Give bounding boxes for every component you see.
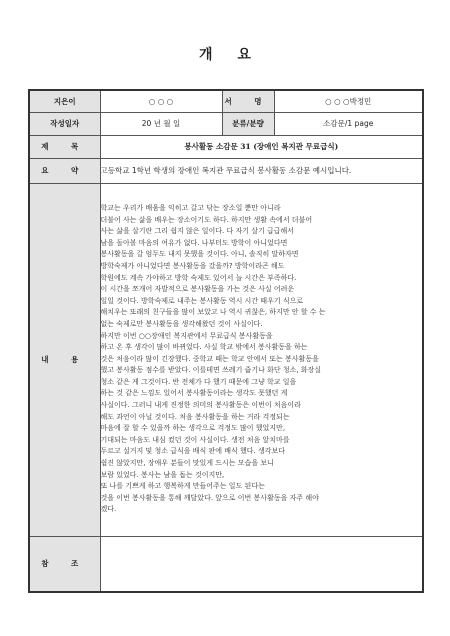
content-line: 방학숙제가 아니었다면 봉사활동을 갔을까? 방학이라곤 해도 — [100, 261, 285, 270]
content-line: 하지만 이번 ○○장애인 복지관에서 무료급식 봉사활동을 — [100, 331, 273, 340]
content-line: 것을 이번 봉사활동을 통해 깨달았다. 앞으로 이번 봉사활동을 자주 해야 — [100, 493, 319, 502]
content-line: 사는 삶을 살기란 그리 쉽지 않은 일이다. 다 자기 살기 급급해서 — [100, 227, 295, 236]
page-title-char-2: 요 — [237, 47, 251, 63]
content-line: 학원에도 계속 가야하고 방학 숙제도 있어서 늘 시간은 부족하다. — [100, 273, 297, 282]
date-label: 작성일자 — [29, 112, 100, 135]
content-line: 겠다. — [100, 505, 117, 514]
reviewer-value: ○ ○ ○박정민 — [274, 90, 423, 112]
page-title — [0, 44, 450, 64]
summary-label — [29, 158, 100, 183]
content-line: 마음에 잘 할 수 있을까 하는 생각으로 걱정도 많이 했었지만, — [100, 424, 286, 433]
content-line: 쉽진 않았지만, 장애우 분들이 맛있게 드시는 모습을 보니 — [100, 459, 274, 468]
content-line: 두르고 설거지 및 청소 급식을 배식 판에 배식 했다. 생각보다 — [100, 447, 286, 456]
content-line: 이 시간을 쪼개어 자발적으로 봉사활동을 가는 것은 사실 어려운 — [100, 285, 295, 294]
summary-label-text: 요 약 — [41, 166, 89, 175]
content-line: 또 나를 기쁘게 하고 행복하게 만들어주는 일도 된다는 — [100, 482, 265, 491]
content-line: 남을 돌아볼 마음의 여유가 없다. 나부터도 방학이 아니었다면 — [100, 238, 288, 247]
content-line: 없는 숙제로만 봉사활동을 생각해왔던 것이 사실이다. — [100, 319, 263, 328]
reviewer-label-text: 서 명 — [224, 96, 272, 106]
content-line: 것은 처음이라 많이 긴장했다. 중학교 때는 학교 안에서 또는 봉사활동을 — [100, 354, 319, 363]
content-line: 해치우는 또래의 친구들을 많이 보았고 나 역시 귀찮은, 하지만 안 할 수 는 — [100, 308, 326, 317]
category-value: 소감문/1 page — [274, 112, 423, 135]
content-label-text: 내 용 — [41, 355, 89, 364]
content-line: 봉사활동을 갈 엄두도 내지 못했을 것이다. 아니, 솔직히 말하자면 — [100, 250, 299, 259]
subject-value: 봉사활동 소감문 31 (장애인 복지관 무료급식) — [100, 135, 423, 158]
content-line: 학교는 우리가 배움을 익히고 갈고 닦는 장소일 뿐만 아니라 — [100, 203, 281, 212]
reference-label-text: 참 조 — [41, 559, 89, 569]
content-line: 더불어 사는 삶을 배우는 장소이기도 하다. 하지만 생활 속에서 더불어 — [100, 215, 313, 224]
content-line: 해도 과언이 아닐 것이다. 처음 봉사활동을 하는 거라 걱정되는 — [100, 412, 290, 421]
content-line: 사실이다. 그러니 내게 진정한 의미의 봉사활동은 이번이 처음이라 — [100, 401, 301, 410]
subject-label-text: 제 목 — [41, 142, 89, 151]
content-line: 청소 같은 게 그것이다. 반 전체가 다 했기 때문에 그냥 학교 일을 — [100, 377, 297, 386]
content-line: 하는 것 같은 느낌도 있어서 봉사활동이라는 생각도 못했던 게 — [100, 389, 288, 398]
content-label — [29, 183, 100, 536]
subject-row — [29, 135, 423, 158]
date-row — [29, 112, 423, 135]
author-label: 지은이 — [29, 90, 100, 112]
summary-value: 고등학교 1학년 학생의 장애인 복지관 무료급식 봉사활동 소감문 예시입니다. — [100, 158, 423, 183]
author-row — [29, 90, 423, 112]
content-cell — [100, 183, 423, 536]
content-row — [29, 183, 423, 536]
content-body — [101, 203, 423, 516]
reference-value — [100, 536, 423, 592]
reference-row — [29, 536, 423, 592]
summary-row — [29, 158, 423, 183]
content-line: 했고 봉사활동 점수를 받았다. 이를테면 쓰레기 줍기나 화단 청소, 화장실 — [100, 366, 322, 375]
content-line: 보람 있었다. 봉사는 남을 돕는 것이지만, — [100, 470, 225, 479]
content-line: 일일 것이다. 방학숙제로 내주는 봉사활동 역시 시간 때우기 식으로 — [100, 296, 304, 305]
reviewer-label — [222, 90, 274, 112]
page-title-char-1: 개 — [199, 47, 213, 63]
subject-label — [29, 135, 100, 158]
overview-table — [28, 89, 424, 593]
reference-label — [29, 536, 100, 592]
date-value: 20 년 월 일 — [100, 112, 222, 135]
content-line: 기대되는 마음도 내심 컸던 것이 사실이다. 생전 처음 앞치마를 — [100, 435, 290, 444]
content-line: 하고 온 후 생각이 많이 바뀌었다. 사실 학교 밖에서 봉사활동을 하는 — [100, 343, 308, 352]
author-value: ○ ○ ○ — [100, 90, 222, 112]
category-label: 분류/분량 — [222, 112, 274, 135]
